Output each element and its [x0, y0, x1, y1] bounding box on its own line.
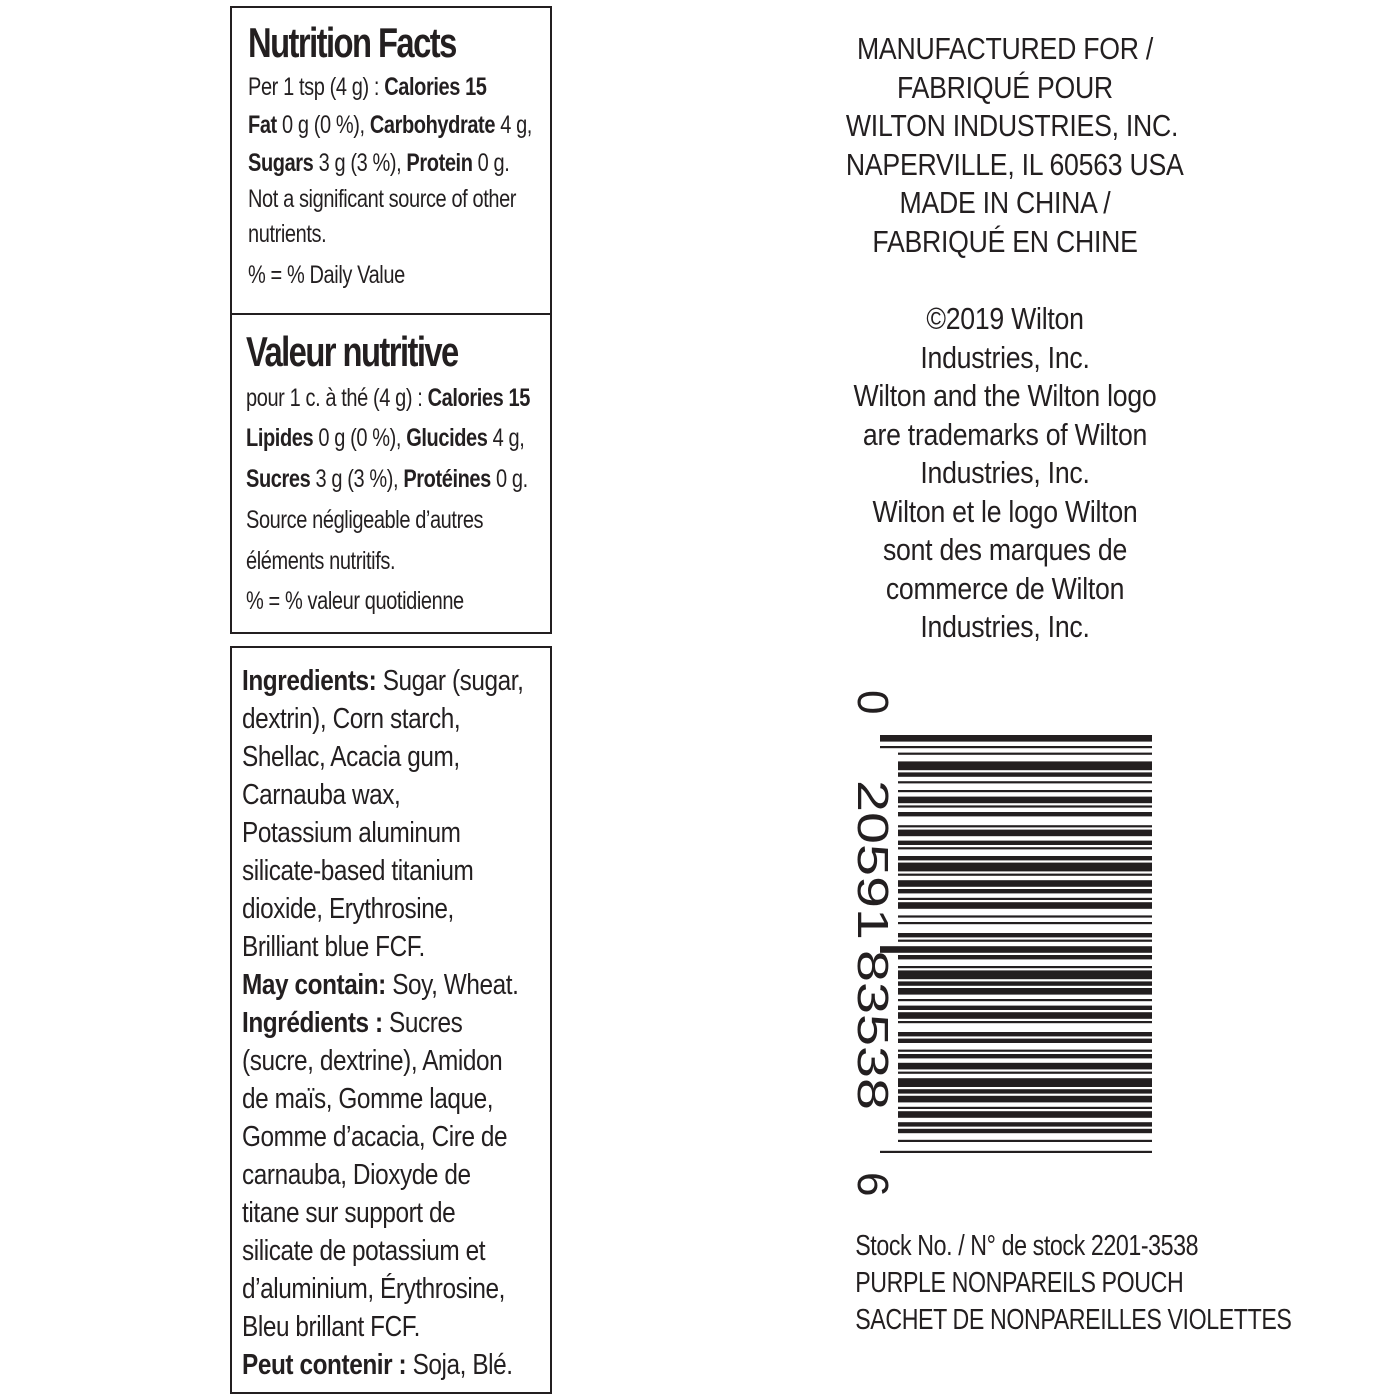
- barcode-bar: [898, 1012, 1152, 1019]
- barcode-bar: [898, 915, 1152, 917]
- glucides-value: 4 g,: [487, 424, 525, 452]
- ingredient-text-fr: Bleu brillant FCF.: [242, 1311, 420, 1343]
- barcode-bar: [880, 1151, 1152, 1153]
- valeur-quotidienne-note: % = % valeur quotidienne: [246, 587, 464, 615]
- barcode-bars: [880, 735, 1152, 1153]
- daily-value-note: % = % Daily Value: [248, 261, 405, 289]
- fat-label: Fat: [248, 111, 277, 139]
- barcode-bar: [898, 797, 1152, 804]
- barcode-bar: [898, 772, 1152, 776]
- ingredient-text-fr: de maïs, Gomme laque,: [242, 1083, 494, 1115]
- valeur-nutritive-title: Valeur nutritive: [246, 328, 458, 375]
- ingredient-text: silicate-based titanium: [242, 855, 474, 887]
- barcode-bar: [898, 1129, 1152, 1133]
- nutrition-facts-panel: [230, 6, 552, 315]
- may-contain-label: May contain:: [242, 969, 386, 1001]
- sucres-value: 3 g (3 %),: [310, 465, 404, 493]
- barcode-bar: [898, 790, 1152, 792]
- ingredient-text: Carnauba wax,: [242, 779, 401, 811]
- barcode-bar: [898, 1006, 1152, 1010]
- sugars-value: 3 g (3 %),: [313, 149, 407, 177]
- barcode-bar: [898, 880, 1152, 887]
- peut-contenir-label: Peut contenir :: [242, 1349, 407, 1381]
- barcode-bar: [898, 940, 1152, 942]
- ingredient-text: Potassium aluminum: [242, 817, 461, 849]
- lipides-glucides-line: [246, 417, 525, 459]
- calories: Calories 15: [384, 73, 487, 101]
- manufacturer-line: MADE IN CHINA /: [899, 185, 1111, 220]
- barcode-bar: [898, 1072, 1152, 1074]
- valeur-nutritive-panel: [230, 313, 552, 634]
- lipides-label: Lipides: [246, 424, 314, 452]
- ingredient-text-fr: (sucre, dextrine), Amidon: [242, 1045, 503, 1077]
- product-name-fr: SACHET DE NONPAREILLES VIOLETTES: [855, 1304, 1292, 1336]
- barcode-bar: [898, 966, 1152, 968]
- calories-fr: Calories 15: [427, 384, 530, 412]
- barcode-bar: [898, 847, 1152, 849]
- ingredient-text: Sugar (sugar,: [376, 665, 524, 697]
- ingredients-fr-label: Ingrédients :: [242, 1007, 383, 1039]
- lipides-value: 0 g (0 %),: [313, 424, 407, 452]
- barcode-bar: [898, 988, 1152, 995]
- carb-label: Carbohydrate: [369, 111, 496, 139]
- barcode-group-1: 20591: [848, 780, 897, 903]
- ingredients-label: Ingredients:: [242, 665, 377, 697]
- proteines-label: Protéines: [403, 465, 491, 493]
- copyright-line: Wilton et le logo Wilton: [872, 493, 1138, 529]
- barcode-bar: [898, 830, 1152, 837]
- may-contain-line: [242, 966, 519, 1004]
- barcode-bar: [898, 761, 1152, 770]
- manufacturer-line: FABRIQUÉ EN CHINE: [872, 223, 1138, 259]
- ingredients-fr-line: [242, 1004, 501, 1042]
- barcode-bar: [898, 955, 1152, 959]
- copyright-line: commerce de Wilton: [885, 570, 1125, 606]
- barcode-bar: [898, 1122, 1152, 1126]
- protein-label: Protein: [406, 149, 473, 177]
- barcode-check-digit: 6: [848, 1172, 897, 1197]
- sugars-protein-line: [248, 144, 510, 182]
- barcode-bar: [898, 1050, 1152, 1052]
- barcode-bar: [898, 1054, 1152, 1058]
- barcode-bar: [898, 902, 1152, 909]
- glucides-label: Glucides: [406, 424, 488, 452]
- barcode-bar: [898, 874, 1152, 876]
- barcode-bar: [898, 863, 1152, 872]
- copyright-line: are trademarks of Wilton: [862, 416, 1148, 452]
- stock-number: Stock No. / N° de stock 2201-3538: [855, 1230, 1199, 1262]
- barcode-bar: [898, 1111, 1152, 1118]
- portion-line: [246, 379, 530, 417]
- barcode-bar: [898, 933, 1152, 937]
- ingredient-text: Brilliant blue FCF.: [242, 931, 425, 963]
- carb-value: 4 g,: [495, 111, 532, 139]
- peut-contenir-line: [242, 1346, 513, 1384]
- barcode-bar: [898, 805, 1152, 807]
- serving-line: [248, 68, 490, 106]
- barcode: [840, 690, 1160, 1210]
- barcode-bar: [898, 1078, 1152, 1087]
- barcode-bar: [898, 1039, 1152, 1043]
- barcode-bar: [898, 970, 1152, 979]
- barcode-bar: [898, 781, 1152, 783]
- ingredients-line: [242, 662, 524, 700]
- copyright-line: Wilton and the Wilton logo: [853, 378, 1157, 413]
- ingredient-text-fr: silicate de potassium et: [242, 1235, 486, 1267]
- protein-value: 0 g.: [472, 149, 510, 177]
- copyright-line: Industries, Inc.: [920, 609, 1090, 644]
- barcode-group-2: 83538: [848, 950, 897, 1073]
- serving-size: Per 1 tsp (4 g) :: [248, 73, 385, 101]
- barcode-bar: [898, 999, 1152, 1001]
- ingredient-text-fr: Gomme d’acacia, Cire de: [242, 1121, 508, 1153]
- barcode-bar: [898, 1096, 1152, 1103]
- note-line-1: Not a significant source of other: [248, 185, 517, 213]
- manufacturer-line: WILTON INDUSTRIES, INC.: [845, 108, 1179, 143]
- copyright-line: Industries, Inc.: [920, 455, 1090, 490]
- peut-contenir-value: Soja, Blé.: [406, 1349, 513, 1381]
- ingredient-text-fr: carnauba, Dioxyde de: [242, 1159, 471, 1191]
- barcode-bar: [898, 825, 1152, 827]
- barcode-bar: [898, 1021, 1152, 1023]
- copyright-line: Industries, Inc.: [920, 339, 1090, 375]
- copyright-block: [820, 300, 1190, 647]
- barcode-bar: [880, 735, 1152, 742]
- sucres-proteines-line: [246, 459, 528, 499]
- proteines-value: 0 g.: [490, 465, 528, 493]
- manufacturer-line: FABRIQUÉ POUR: [897, 69, 1113, 105]
- ingredient-text: dioxide, Erythrosine,: [242, 893, 454, 925]
- note-fr-line-2: éléments nutritifs.: [246, 547, 396, 575]
- note-fr-line-1: Source négligeable d’autres: [246, 506, 484, 534]
- fat-carb-line: [248, 106, 532, 144]
- may-contain-value: Soy, Wheat.: [385, 969, 519, 1001]
- barcode-bar: [898, 1089, 1152, 1093]
- barcode-bar: [898, 898, 1152, 900]
- manufacturer-line: MANUFACTURED FOR /: [856, 31, 1154, 66]
- product-name-en: PURPLE NONPAREILS POUCH: [855, 1267, 1184, 1299]
- barcode-bar: [898, 1140, 1152, 1142]
- barcode-bar: [898, 922, 1152, 924]
- ingredient-text-fr: d’aluminium, Érythrosine,: [242, 1273, 505, 1305]
- manufacturer-block: [820, 30, 1190, 261]
- ingredients-panel: [230, 646, 552, 1394]
- barcode-bar: [898, 753, 1152, 755]
- barcode-bar: [898, 1032, 1152, 1036]
- barcode-bar: [898, 981, 1152, 985]
- fat-value: 0 g (0 %),: [276, 111, 370, 139]
- barcode-bar: [880, 946, 1152, 953]
- barcode-bar: [898, 1107, 1152, 1109]
- copyright-line: ©2019 Wilton: [926, 301, 1084, 336]
- sugars-label: Sugars: [248, 149, 314, 177]
- copyright-line: sont des marques de: [882, 532, 1128, 567]
- nutrition-facts-title: Nutrition Facts: [248, 19, 456, 66]
- sucres-label: Sucres: [246, 465, 311, 493]
- note-line-2: nutrients.: [248, 220, 327, 248]
- ingredient-text: Shellac, Acacia gum,: [242, 741, 460, 773]
- barcode-bar: [898, 856, 1152, 860]
- manufacturer-line: NAPERVILLE, IL 60563 USA: [845, 146, 1184, 182]
- ingredient-text: dextrin), Corn starch,: [242, 703, 461, 735]
- barcode-bar: [898, 889, 1152, 893]
- product-block: [818, 1228, 1292, 1339]
- barcode-bar: [880, 746, 1152, 748]
- barcode-bar: [898, 812, 1152, 816]
- barcode-lead-digit: 0: [848, 690, 897, 715]
- barcode-bar: [898, 841, 1152, 845]
- barcode-bar: [898, 1063, 1152, 1070]
- portion-size: pour 1 c. à thé (4 g) :: [246, 384, 428, 412]
- ingredient-text-fr: Sucres: [382, 1007, 463, 1039]
- ingredient-text-fr: titane sur support de: [242, 1197, 456, 1229]
